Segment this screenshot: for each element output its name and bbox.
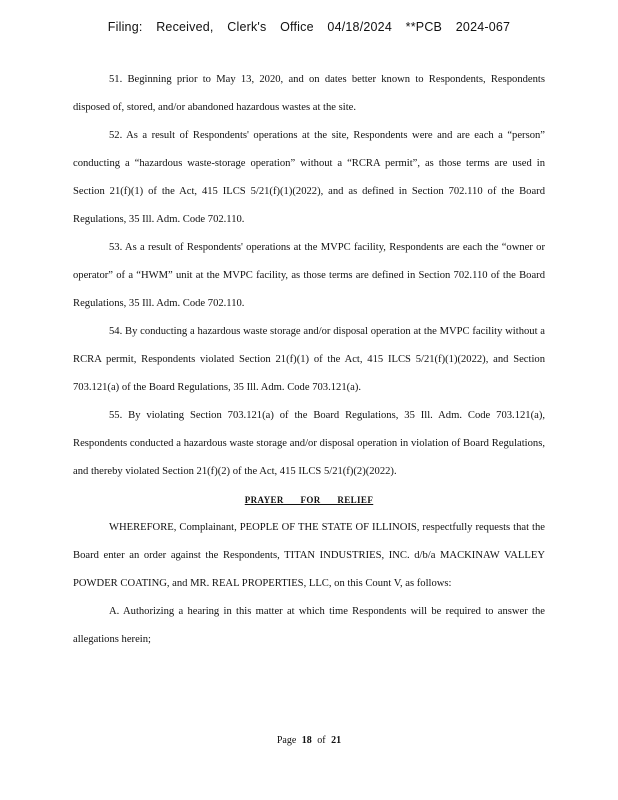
footer-page-number: 18 — [301, 735, 312, 746]
wherefore-paragraph: WHEREFORE, Complainant, PEOPLE OF THE STATE OF ILLINOIS, respectfully requests that the Board enter an order against the Respondents, TITAN INDUSTRIES, INC. d/b/a MACKINAW VALLEY POWDER COATING, and MR. REAL PROPERTIES, LLC, on this Count V, as follows: — [73, 522, 545, 589]
paragraph-51: 51. Beginning prior to May 13, 2020, and on dates better known to Respondents, Respondents disposed of, stored, and/or abandoned hazardous wastes at the site. — [73, 74, 545, 113]
footer-page-total: 21 — [331, 735, 342, 746]
filing-header: Filing: Received, Clerk's Office 04/18/2024 **PCB 2024-067 — [107, 20, 511, 34]
paragraph-53: 53. As a result of Respondents' operations at the MVPC facility, Respondents are each the “owner or operator” of a “HWM” unit at the MVPC facility, as those terms are defined in Section 702.110 of the Board Regulations, 35 Ill. Adm. Code 702.110. — [73, 242, 545, 309]
document-body — [73, 66, 545, 654]
footer-separator: of — [317, 735, 326, 746]
paragraph-54: 54. By conducting a hazardous waste storage and/or disposal operation at the MVPC facility without a RCRA permit, Respondents violated Section 21(f)(1) of the Act, 415 ILCS 5/21(f)(1)(2022), and Section 703.121(a) of the Board Regulations, 35 Ill. Adm. Code 703.121(a). — [73, 326, 545, 393]
page-footer — [0, 735, 618, 746]
footer-page-label: Page — [276, 735, 297, 746]
paragraph-55: 55. By violating Section 703.121(a) of the Board Regulations, 35 Ill. Adm. Code 703.121(a), Respondents conducted a hazardous waste storage and/or disposal operation in violation of Board Regulations, and thereby violated Section 21(f)(2) of the Act, 415 ILCS 5/21(f)(2)(2022). — [73, 410, 545, 477]
section-heading-text: PRAYER FOR RELIEF — [244, 495, 374, 505]
paragraph-52: 52. As a result of Respondents' operations at the site, Respondents were and are each a “person” conducting a “hazardous waste-storage operation” without a “RCRA permit”, as those terms are used in Section 21(f)(1) of the Act, 415 ILCS 5/21(f)(1)(2022), and as defined in Section 702.110 of the Board Regulations, 35 Ill. Adm. Code 702.110. — [73, 130, 545, 225]
relief-item-a: A. Authorizing a hearing in this matter at which time Respondents will be required to answer the allegations herein; — [73, 606, 545, 645]
section-heading — [73, 486, 545, 514]
